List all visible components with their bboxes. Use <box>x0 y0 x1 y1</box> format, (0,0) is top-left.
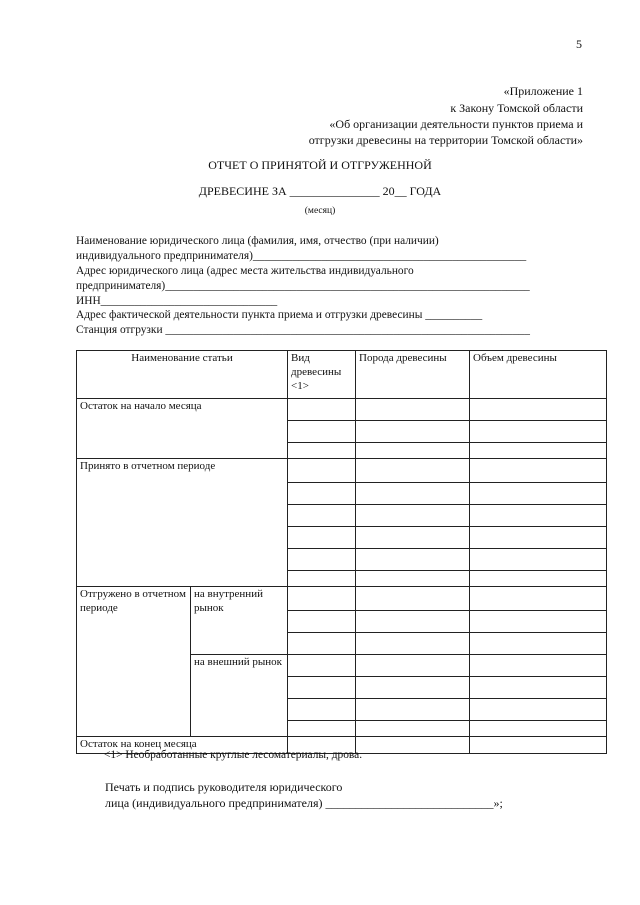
table-cell <box>288 699 356 721</box>
table-cell <box>470 483 607 505</box>
field-address-line-2: предпринимателя)________________________________________________________________ <box>76 280 530 292</box>
table-cell <box>288 527 356 549</box>
table-cell <box>356 549 470 571</box>
table-cell <box>356 633 470 655</box>
table-cell <box>470 443 607 459</box>
table-cell <box>470 699 607 721</box>
row-received: Принято в отчетном периоде <box>77 459 288 587</box>
table-cell <box>288 443 356 459</box>
table-cell <box>288 677 356 699</box>
field-address-line-1: Адрес юридического лица (адрес места жительства индивидуального <box>76 265 414 277</box>
row-shipped-foreign: на внешний рынок <box>191 655 288 737</box>
month-hint: (месяц) <box>304 206 336 216</box>
header-wood-volume: Объем древесины <box>470 351 607 399</box>
table-cell <box>470 459 607 483</box>
field-entity-name-line-1: Наименование юридического лица (фамилия, имя, отчество (при наличии) <box>76 235 439 247</box>
table-cell <box>288 611 356 633</box>
table-cell <box>470 505 607 527</box>
table-cell <box>470 421 607 443</box>
header-item: Наименование статьи <box>77 351 288 399</box>
table-cell <box>470 549 607 571</box>
signature-line-1: Печать и подпись руководителя юридического <box>105 780 343 794</box>
table-cell <box>470 527 607 549</box>
table-cell <box>356 571 470 587</box>
footnote: <1> Необработанные круглые лесоматериалы, дрова. <box>104 749 363 761</box>
table-cell <box>288 655 356 677</box>
table-cell <box>470 611 607 633</box>
table-cell <box>288 571 356 587</box>
table-cell <box>356 737 470 754</box>
table-cell <box>356 459 470 483</box>
table-cell <box>288 459 356 483</box>
table-cell <box>356 655 470 677</box>
table-cell <box>288 399 356 421</box>
table-cell <box>356 505 470 527</box>
field-entity-name-line-2: индивидуального предпринимателя)________________________________________________ <box>76 250 527 262</box>
row-shipped-domestic: на внутренний рынок <box>191 587 288 655</box>
field-actual-address: Адрес фактической деятельности пункта приема и отгрузки древесины __________ <box>76 309 483 321</box>
table-cell <box>356 677 470 699</box>
table-cell <box>356 527 470 549</box>
row-shipped: Отгружено в отчетном периоде <box>77 587 191 737</box>
table-cell <box>356 611 470 633</box>
table-cell <box>470 737 607 754</box>
table-cell <box>470 571 607 587</box>
appendix-line-3: «Об организации деятельности пунктов приема и <box>329 117 583 131</box>
table-cell <box>288 587 356 611</box>
field-inn: ИНН_______________________________ <box>76 295 278 307</box>
table-cell <box>470 587 607 611</box>
table-cell <box>288 721 356 737</box>
header-wood-type: Вид древесины <1> <box>288 351 356 399</box>
table-cell <box>356 443 470 459</box>
table-cell <box>470 399 607 421</box>
page-number: 5 <box>576 37 582 51</box>
appendix-line-2: к Закону Томской области <box>450 101 583 115</box>
header-wood-breed: Порода древесины <box>356 351 470 399</box>
field-shipping-station: Станция отгрузки ________________________________________________________________ <box>76 324 530 336</box>
report-title-line-2: ДРЕВЕСИНЕ ЗА _______________ 20__ ГОДА <box>198 184 442 198</box>
table-cell <box>470 721 607 737</box>
row-closing-balance: Остаток на конец месяца <box>77 737 288 754</box>
row-opening-balance: Остаток на начало месяца <box>77 399 288 459</box>
report-table <box>76 350 607 754</box>
report-title-line-1: ОТЧЕТ О ПРИНЯТОЙ И ОТГРУЖЕННОЙ <box>208 158 432 172</box>
table-cell <box>356 587 470 611</box>
table-cell <box>288 633 356 655</box>
table-cell <box>470 633 607 655</box>
table-cell <box>288 483 356 505</box>
table-cell <box>288 421 356 443</box>
table-cell <box>356 421 470 443</box>
appendix-line-4: отгрузки древесины на территории Томской области» <box>308 133 583 147</box>
appendix-line-1: «Приложение 1 <box>503 84 583 98</box>
table-cell <box>356 399 470 421</box>
table-cell <box>470 655 607 677</box>
signature-line-2: лица (индивидуального предпринимателя) ____________________________»; <box>105 796 503 810</box>
table-cell <box>288 505 356 527</box>
table-cell <box>470 677 607 699</box>
table-cell <box>356 699 470 721</box>
table-cell <box>356 721 470 737</box>
table-cell <box>356 483 470 505</box>
table-cell <box>288 549 356 571</box>
